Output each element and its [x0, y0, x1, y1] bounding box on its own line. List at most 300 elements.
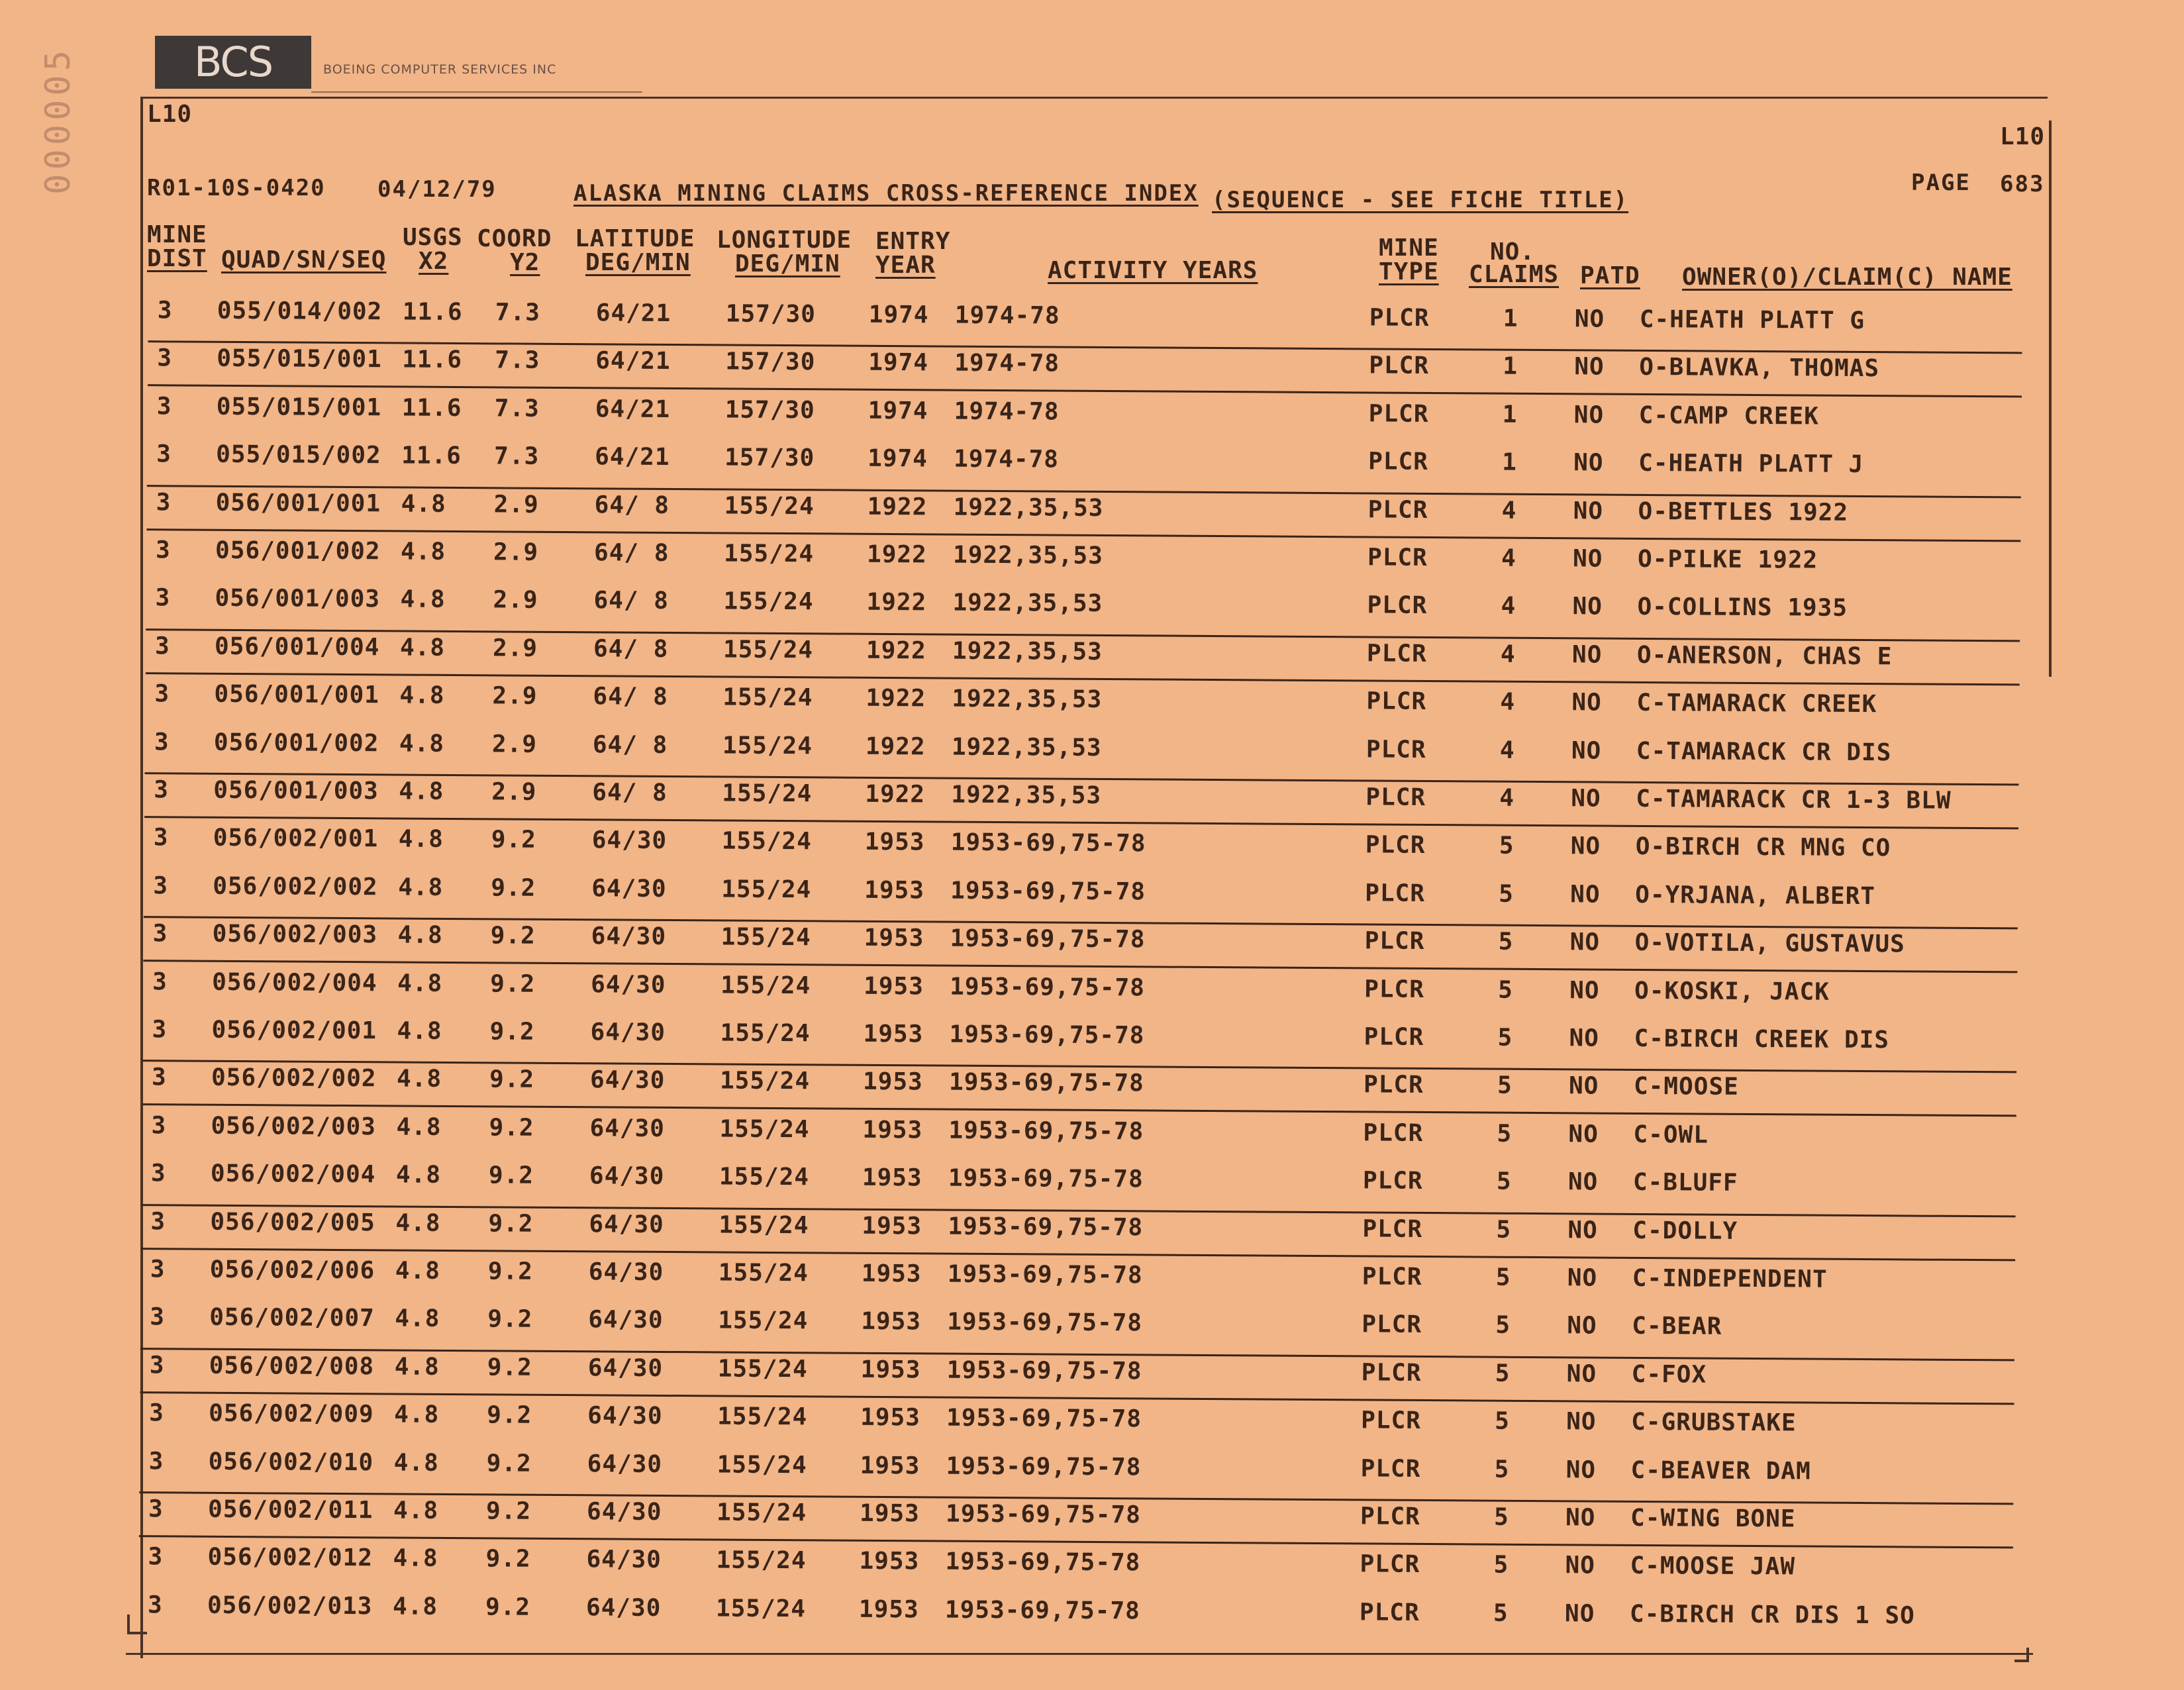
cell-coord-x2: 4.8	[394, 1353, 440, 1381]
cell-activity-years: 1953-69,75-78	[947, 1308, 1143, 1337]
cell-mine-dist: 3	[154, 776, 170, 804]
header-coord: COORD	[477, 225, 552, 252]
cell-longitude: 157/30	[725, 300, 817, 328]
cell-coord-x2: 4.8	[393, 1544, 438, 1573]
cell-coord-y2: 9.2	[485, 1593, 531, 1621]
cell-patented: NO	[1569, 976, 1600, 1005]
cell-mine-type: PLCR	[1362, 1263, 1422, 1291]
header-entry-year: YEAR	[875, 252, 936, 279]
page-number: 683	[2000, 171, 2045, 197]
header-mine-dist: DIST	[147, 245, 207, 272]
cell-coord-y2: 9.2	[490, 969, 536, 998]
cell-coord-y2: 9.2	[490, 922, 536, 950]
cell-coord-x2: 4.8	[397, 969, 443, 997]
cell-activity-years: 1953-69,75-78	[950, 924, 1146, 954]
cell-owner-claim-name: C-BLUFF	[1632, 1169, 1738, 1197]
cell-longitude: 155/24	[719, 1067, 811, 1095]
cell-longitude: 155/24	[720, 923, 811, 952]
cell-mine-type: PLCR	[1364, 1023, 1424, 1051]
cell-entry-year: 1922	[866, 684, 926, 713]
cell-latitude: 64/30	[591, 970, 666, 999]
cell-patented: NO	[1573, 497, 1604, 525]
cell-owner-claim-name: C-MOOSE JAW	[1630, 1552, 1796, 1581]
cell-mine-dist: 3	[152, 1016, 168, 1044]
cell-latitude: 64/ 8	[593, 635, 669, 663]
header-longitude: LONGITUDE	[717, 226, 852, 254]
cell-coord-y2: 9.2	[487, 1354, 532, 1381]
cell-owner-claim-name: C-BEAR	[1632, 1313, 1722, 1341]
cell-patented: NO	[1570, 832, 1601, 860]
cell-patented: NO	[1573, 449, 1604, 477]
header-mine-type: TYPE	[1379, 258, 1439, 285]
cell-latitude: 64/30	[589, 1162, 665, 1191]
cell-no-claims: 5	[1495, 1312, 1511, 1340]
cell-owner-claim-name: C-INDEPENDENT	[1632, 1264, 1828, 1293]
cell-coord-x2: 4.8	[395, 1257, 441, 1285]
cell-patented: NO	[1574, 305, 1605, 333]
cell-activity-years: 1953-69,75-78	[948, 1164, 1144, 1193]
cell-latitude: 64/30	[588, 1306, 664, 1334]
bcs-logo: BCS	[155, 36, 311, 89]
header-usgs: USGS	[403, 224, 463, 251]
cell-patented: NO	[1569, 1024, 1600, 1052]
cell-longitude: 155/24	[717, 1403, 808, 1431]
cell-mine-type: PLCR	[1367, 496, 1428, 524]
cell-mine-type: PLCR	[1369, 352, 1430, 380]
cell-longitude: 155/24	[719, 1163, 810, 1191]
cell-owner-claim-name: O-BLAVKA, THOMAS	[1639, 354, 1880, 383]
cell-latitude: 64/ 8	[592, 730, 668, 759]
cell-patented: NO	[1572, 545, 1603, 573]
cell-entry-year: 1953	[864, 924, 924, 952]
cell-mine-dist: 3	[154, 632, 170, 660]
cell-coord-y2: 9.2	[488, 1209, 534, 1238]
cell-latitude: 64/ 8	[593, 683, 668, 711]
header-y2: Y2	[510, 249, 540, 276]
cell-coord-y2: 2.9	[491, 730, 538, 758]
cell-no-claims: 5	[1493, 1552, 1509, 1579]
cell-no-claims: 5	[1498, 928, 1514, 956]
cell-latitude: 64/30	[585, 1594, 662, 1622]
cell-mine-dist: 3	[156, 440, 172, 468]
cell-latitude: 64/30	[591, 922, 667, 951]
cell-no-claims: 5	[1493, 1599, 1509, 1627]
cell-longitude: 155/24	[719, 1211, 809, 1239]
cell-quad-sn-seq: 056/001/001	[215, 489, 381, 517]
cell-coord-x2: 4.8	[397, 921, 443, 950]
cell-latitude: 64/30	[590, 1019, 666, 1046]
cell-no-claims: 5	[1499, 880, 1514, 908]
cell-patented: NO	[1571, 736, 1602, 765]
cell-entry-year: 1953	[862, 1068, 923, 1096]
cell-quad-sn-seq: 056/002/013	[207, 1591, 373, 1620]
cell-activity-years: 1974-78	[954, 349, 1060, 377]
cell-mine-type: PLCR	[1365, 831, 1426, 860]
cell-longitude: 155/24	[724, 492, 815, 520]
cell-entry-year: 1953	[859, 1499, 920, 1528]
cell-quad-sn-seq: 056/002/009	[209, 1399, 374, 1428]
cell-latitude: 64/30	[587, 1450, 663, 1478]
cell-mine-dist: 3	[156, 488, 172, 516]
cell-mine-type: PLCR	[1365, 736, 1426, 764]
cell-mine-type: PLCR	[1361, 1407, 1422, 1435]
cell-longitude: 155/24	[723, 587, 814, 616]
cell-latitude: 64/30	[587, 1402, 663, 1430]
cell-mine-type: PLCR	[1369, 304, 1430, 332]
cell-no-claims: 5	[1498, 976, 1513, 1004]
cell-mine-type: PLCR	[1364, 975, 1424, 1003]
cell-owner-claim-name: C-BEAVER DAM	[1630, 1456, 1811, 1485]
cell-patented: NO	[1567, 1264, 1598, 1292]
frame-bottom-rule	[126, 1653, 2033, 1655]
cell-patented: NO	[1568, 1072, 1599, 1100]
cell-longitude: 155/24	[718, 1259, 809, 1287]
cell-mine-dist: 3	[148, 1543, 164, 1571]
cell-mine-dist: 3	[150, 1303, 166, 1331]
cell-coord-x2: 11.6	[402, 298, 463, 326]
header-longitude-unit: DEG/MIN	[735, 250, 840, 277]
cell-entry-year: 1922	[865, 732, 926, 760]
cell-mine-type: PLCR	[1362, 1167, 1423, 1195]
cell-activity-years: 1953-69,75-78	[950, 877, 1146, 906]
cell-longitude: 155/24	[716, 1546, 807, 1575]
cell-activity-years: 1922,35,53	[952, 541, 1103, 570]
cell-coord-y2: 9.2	[489, 1114, 534, 1142]
cell-quad-sn-seq: 056/002/008	[209, 1352, 375, 1381]
cell-entry-year: 1922	[866, 636, 926, 665]
cell-patented: NO	[1570, 881, 1601, 909]
cell-longitude: 155/24	[716, 1499, 807, 1527]
header-x2: X2	[419, 248, 449, 275]
cell-mine-dist: 3	[149, 1399, 165, 1427]
header-no-claims: CLAIMS	[1469, 261, 1560, 288]
cell-patented: NO	[1569, 928, 1601, 956]
cell-mine-dist: 3	[155, 584, 171, 612]
cell-owner-claim-name: O-YRJANA, ALBERT	[1635, 881, 1876, 910]
cell-coord-x2: 4.8	[395, 1209, 441, 1237]
cell-no-claims: 5	[1495, 1407, 1510, 1435]
cell-owner-claim-name: C-FOX	[1631, 1360, 1707, 1389]
cell-owner-claim-name: C-BIRCH CR DIS 1 SO	[1629, 1600, 1915, 1630]
cell-activity-years: 1953-69,75-78	[950, 828, 1146, 858]
cell-longitude: 155/24	[720, 1019, 811, 1048]
cell-entry-year: 1953	[858, 1595, 919, 1624]
cell-patented: NO	[1574, 353, 1605, 381]
cell-mine-dist: 3	[148, 1447, 164, 1475]
cell-coord-x2: 4.8	[399, 634, 446, 662]
cell-quad-sn-seq: 056/002/002	[211, 1064, 377, 1093]
cell-owner-claim-name: C-TAMARACK CREEK	[1636, 689, 1877, 719]
cell-entry-year: 1953	[861, 1260, 922, 1288]
report-sequence-note: (SEQUENCE - SEE FICHE TITLE)	[1212, 187, 1629, 213]
cell-mine-dist: 3	[150, 1256, 166, 1283]
cell-mine-dist: 3	[148, 1495, 164, 1523]
cell-entry-year: 1974	[868, 444, 928, 473]
cell-latitude: 64/ 8	[592, 779, 668, 807]
cell-activity-years: 1922,35,53	[952, 589, 1103, 618]
cell-patented: NO	[1571, 689, 1602, 717]
cell-patented: NO	[1573, 401, 1605, 429]
cell-coord-x2: 4.8	[394, 1401, 440, 1429]
frame-top-rule	[140, 97, 2048, 99]
cell-patented: NO	[1567, 1168, 1599, 1196]
cell-mine-type: PLCR	[1362, 1215, 1423, 1243]
cell-no-claims: 4	[1501, 593, 1516, 621]
cell-owner-claim-name: C-CAMP CREEK	[1638, 401, 1819, 430]
cell-quad-sn-seq: 056/002/002	[213, 872, 378, 901]
cell-quad-sn-seq: 056/002/005	[210, 1208, 375, 1236]
side-stamp-number: 000005	[38, 46, 78, 195]
cell-longitude: 157/30	[725, 348, 816, 376]
cell-mine-dist: 3	[155, 536, 171, 564]
cell-coord-y2: 9.2	[486, 1449, 532, 1477]
cell-longitude: 157/30	[724, 444, 815, 472]
report-title: ALASKA MINING CLAIMS CROSS-REFERENCE INDEX	[573, 180, 1199, 207]
cell-mine-dist: 3	[151, 1112, 167, 1140]
cell-coord-y2: 2.9	[491, 778, 537, 806]
cell-owner-claim-name: C-DOLLY	[1632, 1217, 1738, 1245]
cell-quad-sn-seq: 056/001/002	[213, 728, 379, 757]
cell-coord-y2: 9.2	[491, 874, 536, 902]
cell-no-claims: 5	[1493, 1503, 1509, 1531]
cell-latitude: 64/30	[591, 875, 667, 903]
cell-coord-y2: 2.9	[493, 538, 539, 566]
cell-patented: NO	[1564, 1600, 1595, 1628]
cell-coord-x2: 4.8	[393, 1497, 439, 1524]
cell-entry-year: 1953	[864, 828, 925, 856]
cell-entry-year: 1922	[867, 493, 928, 521]
cell-coord-y2: 2.9	[493, 490, 539, 519]
cell-entry-year: 1953	[860, 1452, 920, 1479]
cell-activity-years: 1953-69,75-78	[948, 1068, 1144, 1097]
cell-latitude: 64/21	[595, 443, 670, 472]
cell-owner-claim-name: C-OWL	[1633, 1120, 1709, 1149]
cell-activity-years: 1953-69,75-78	[945, 1500, 1141, 1529]
cell-activity-years: 1974-78	[954, 445, 1060, 473]
cell-coord-x2: 11.6	[402, 346, 463, 374]
cell-owner-claim-name: C-MOOSE	[1633, 1073, 1739, 1101]
cell-owner-claim-name: C-BIRCH CREEK DIS	[1634, 1024, 1890, 1054]
cell-no-claims: 5	[1497, 1024, 1513, 1052]
cell-entry-year: 1953	[864, 972, 924, 1000]
header-owner-claim-name: OWNER(O)/CLAIM(C) NAME	[1682, 264, 2012, 291]
cell-mine-type: PLCR	[1361, 1359, 1422, 1387]
cell-latitude: 64/30	[586, 1546, 662, 1574]
cell-latitude: 64/ 8	[593, 587, 670, 615]
cell-owner-claim-name: C-WING BONE	[1630, 1504, 1796, 1533]
cell-longitude: 155/24	[721, 875, 812, 904]
cell-no-claims: 5	[1497, 1120, 1513, 1148]
header-patd: PATD	[1580, 262, 1640, 289]
cell-quad-sn-seq: 056/002/001	[211, 1016, 377, 1045]
cell-no-claims: 5	[1495, 1360, 1511, 1387]
cell-quad-sn-seq: 055/015/002	[216, 440, 381, 470]
cell-mine-type: PLCR	[1363, 1119, 1424, 1147]
cell-patented: NO	[1571, 785, 1601, 813]
cell-mine-dist: 3	[152, 968, 168, 995]
cell-coord-x2: 11.6	[401, 442, 462, 470]
cell-longitude: 157/30	[724, 396, 815, 424]
cell-coord-y2: 9.2	[488, 1162, 534, 1189]
cell-quad-sn-seq: 056/001/003	[213, 776, 379, 805]
cell-coord-y2: 7.3	[494, 442, 540, 470]
cell-entry-year: 1953	[862, 1116, 923, 1144]
cell-owner-claim-name: C-HEATH PLATT G	[1639, 305, 1865, 334]
cell-mine-dist: 3	[154, 680, 170, 708]
cell-latitude: 64/30	[591, 826, 668, 855]
cell-no-claims: 1	[1503, 305, 1518, 332]
cell-coord-y2: 2.9	[492, 682, 538, 710]
cell-mine-type: PLCR	[1360, 1455, 1421, 1483]
cell-no-claims: 4	[1500, 640, 1516, 668]
cell-quad-sn-seq: 056/002/001	[213, 824, 379, 853]
cell-owner-claim-name: C-GRUBSTAKE	[1631, 1409, 1797, 1437]
cell-coord-x2: 4.8	[401, 490, 446, 518]
page-label: PAGE	[1911, 170, 1971, 196]
cell-owner-claim-name: O-COLLINS 1935	[1637, 593, 1848, 622]
cell-mine-dist: 3	[154, 728, 170, 756]
cell-activity-years: 1953-69,75-78	[946, 1452, 1142, 1481]
cell-mine-type: PLCR	[1360, 1503, 1420, 1530]
cell-owner-claim-name: O-VOTILA, GUSTAVUS	[1634, 929, 1905, 958]
cell-patented: NO	[1566, 1360, 1597, 1388]
cell-coord-x2: 4.8	[393, 1449, 439, 1477]
cell-owner-claim-name: O-BIRCH CR MNG CO	[1635, 833, 1891, 862]
cell-quad-sn-seq: 056/001/002	[215, 536, 381, 566]
cell-activity-years: 1953-69,75-78	[948, 1117, 1144, 1146]
logo-rule	[311, 91, 642, 93]
cell-coord-y2: 9.2	[491, 826, 536, 854]
cell-mine-type: PLCR	[1359, 1599, 1420, 1626]
cell-mine-type: PLCR	[1365, 879, 1426, 907]
header-latitude: LATITUDE	[575, 225, 695, 252]
cell-activity-years: 1953-69,75-78	[949, 1020, 1145, 1050]
header-no-claims-top: NO.	[1490, 238, 1536, 266]
cell-activity-years: 1922,35,53	[951, 781, 1102, 809]
cell-mine-type: PLCR	[1365, 783, 1426, 811]
cell-no-claims: 4	[1501, 497, 1517, 524]
cell-patented: NO	[1571, 641, 1603, 669]
cell-entry-year: 1953	[862, 1212, 922, 1240]
cell-longitude: 155/24	[718, 1307, 809, 1335]
cell-no-claims: 5	[1497, 1072, 1513, 1100]
cell-mine-type: PLCR	[1366, 687, 1427, 716]
cell-longitude: 155/24	[722, 732, 813, 760]
cell-no-claims: 5	[1495, 1264, 1511, 1291]
cell-latitude: 64/21	[595, 299, 671, 327]
cell-quad-sn-seq: 055/015/001	[217, 345, 382, 373]
cell-quad-sn-seq: 056/002/006	[209, 1256, 375, 1285]
cell-quad-sn-seq: 055/015/001	[216, 393, 382, 422]
cell-patented: NO	[1567, 1312, 1597, 1340]
cell-coord-x2: 4.8	[399, 730, 445, 758]
cell-activity-years: 1953-69,75-78	[950, 973, 1146, 1001]
cell-patented: NO	[1565, 1456, 1597, 1484]
cell-mine-dist: 3	[150, 1207, 166, 1235]
cell-mine-type: PLCR	[1367, 591, 1428, 620]
cell-coord-x2: 4.8	[395, 1161, 442, 1189]
report-code-left: L10	[147, 101, 193, 128]
cell-longitude: 155/24	[717, 1355, 808, 1383]
cell-quad-sn-seq: 056/002/012	[207, 1544, 373, 1572]
cell-entry-year: 1974	[868, 397, 928, 425]
cell-coord-x2: 4.8	[396, 1113, 442, 1141]
cell-coord-x2: 4.8	[400, 585, 446, 614]
cell-coord-y2: 7.3	[495, 346, 540, 375]
cell-owner-claim-name: C-HEATH PLATT J	[1638, 450, 1864, 479]
cell-quad-sn-seq: 056/002/011	[207, 1495, 373, 1524]
cell-mine-type: PLCR	[1368, 400, 1429, 428]
cell-latitude: 64/ 8	[594, 491, 670, 519]
cell-latitude: 64/30	[589, 1210, 664, 1238]
cell-coord-y2: 9.2	[487, 1258, 534, 1285]
corner-mark-right	[2014, 1648, 2029, 1662]
cell-mine-dist: 3	[157, 344, 173, 372]
cell-coord-x2: 4.8	[398, 825, 444, 854]
cell-longitude: 155/24	[717, 1451, 807, 1479]
cell-mine-dist: 3	[153, 824, 169, 852]
cell-no-claims: 4	[1499, 736, 1515, 764]
cell-mine-dist: 3	[152, 920, 168, 948]
cell-activity-years: 1953-69,75-78	[948, 1213, 1144, 1241]
cell-activity-years: 1953-69,75-78	[944, 1596, 1140, 1625]
cell-mine-dist: 3	[147, 1591, 163, 1619]
cell-owner-claim-name: O-BETTLES 1922	[1638, 497, 1849, 526]
cell-activity-years: 1953-69,75-78	[946, 1356, 1142, 1385]
cell-quad-sn-seq: 055/014/002	[217, 297, 383, 326]
cell-coord-y2: 9.2	[487, 1401, 532, 1429]
cell-activity-years: 1974-78	[954, 301, 1060, 330]
header-quad-sn-seq: QUAD/SN/SEQ	[221, 246, 387, 273]
cell-entry-year: 1953	[861, 1308, 922, 1336]
cell-latitude: 64/30	[586, 1498, 662, 1526]
cell-entry-year: 1953	[860, 1356, 921, 1384]
cell-activity-years: 1953-69,75-78	[946, 1404, 1142, 1433]
cell-owner-claim-name: O-KOSKI, JACK	[1634, 977, 1830, 1006]
header-activity-years: ACTIVITY YEARS	[1048, 257, 1258, 284]
cell-coord-x2: 4.8	[392, 1593, 438, 1620]
cell-entry-year: 1922	[866, 589, 927, 617]
cell-patented: NO	[1566, 1408, 1597, 1436]
cell-patented: NO	[1567, 1216, 1598, 1244]
cell-quad-sn-seq: 056/002/007	[209, 1304, 375, 1332]
cell-activity-years: 1953-69,75-78	[947, 1260, 1143, 1289]
cell-latitude: 64/30	[587, 1354, 664, 1382]
cell-coord-y2: 7.3	[495, 299, 541, 326]
cell-mine-dist: 3	[157, 297, 173, 324]
cell-no-claims: 4	[1500, 688, 1516, 716]
cell-quad-sn-seq: 056/001/001	[214, 680, 380, 709]
cell-quad-sn-seq: 056/001/004	[214, 632, 380, 662]
cell-coord-x2: 4.8	[399, 777, 444, 805]
cell-longitude: 155/24	[719, 1115, 810, 1144]
cell-coord-y2: 9.2	[489, 1066, 535, 1094]
cell-latitude: 64/30	[589, 1066, 666, 1095]
cell-quad-sn-seq: 056/001/003	[215, 585, 381, 613]
cell-longitude: 155/24	[722, 779, 813, 808]
cell-longitude: 155/24	[723, 540, 815, 568]
report-code-right: L10	[2000, 123, 2046, 150]
cell-latitude: 64/ 8	[593, 539, 670, 567]
cell-entry-year: 1922	[865, 780, 926, 809]
cell-no-claims: 5	[1496, 1216, 1512, 1244]
header-entry: ENTRY	[875, 228, 951, 255]
cell-coord-x2: 4.8	[396, 1065, 442, 1093]
cell-no-claims: 4	[1501, 544, 1516, 572]
cell-patented: NO	[1572, 593, 1603, 621]
cell-longitude: 155/24	[722, 683, 813, 712]
cell-quad-sn-seq: 056/002/003	[211, 1112, 377, 1141]
